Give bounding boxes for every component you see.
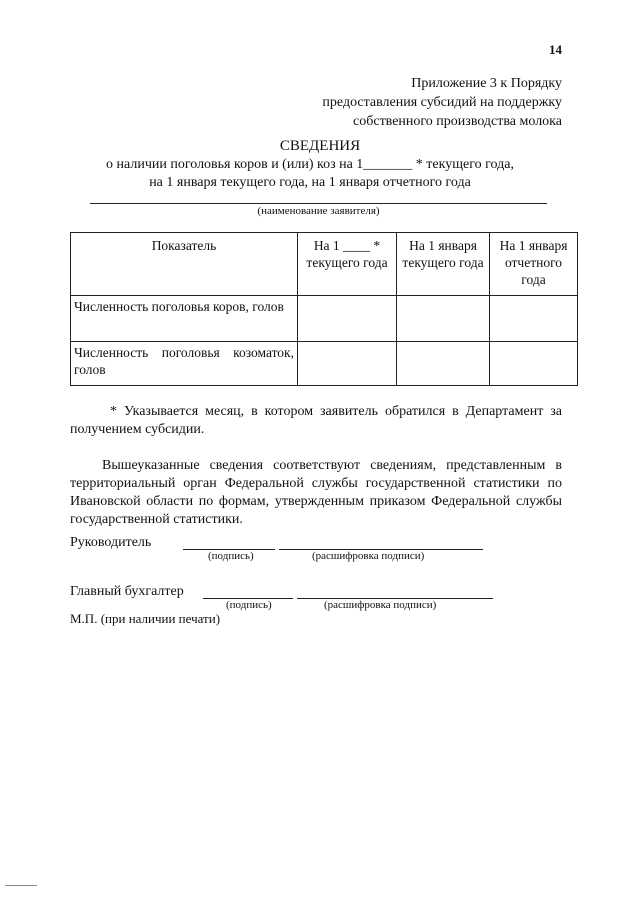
table-row bbox=[71, 296, 578, 342]
table-cell bbox=[298, 296, 397, 342]
row-label: Численность поголовья козоматок, голов bbox=[71, 342, 298, 386]
subtitle-line: на 1 января текущего года, на 1 января отчетного года bbox=[149, 175, 471, 190]
head-signature-caption: (подпись) bbox=[208, 550, 254, 562]
table-row bbox=[71, 342, 578, 386]
appendix-line: предоставления субсидий на поддержку bbox=[322, 95, 562, 110]
seal-note: М.П. (при наличии печати) bbox=[70, 611, 221, 626]
document-subtitle bbox=[0, 156, 620, 192]
head-label: Руководитель bbox=[70, 535, 152, 550]
table-cell bbox=[490, 296, 578, 342]
applicant-line bbox=[90, 203, 547, 204]
accountant-label: Главный бухгалтер bbox=[70, 584, 184, 599]
applicant-caption: (наименование заявителя) bbox=[257, 205, 380, 217]
table-cell bbox=[397, 296, 490, 342]
table-header-row bbox=[71, 233, 578, 296]
header-jan-reporting: На 1 января отчетного года bbox=[490, 233, 578, 296]
table-cell bbox=[490, 342, 578, 386]
table-cell bbox=[397, 342, 490, 386]
accountant-signature-caption: (подпись) bbox=[226, 599, 272, 611]
accountant-decoding-caption: (расшифровка подписи) bbox=[324, 599, 437, 611]
header-indicator: Показатель bbox=[71, 233, 298, 296]
livestock-table bbox=[70, 232, 578, 386]
row-label: Численность поголовья коров, голов bbox=[71, 296, 298, 342]
head-decoding-caption: (расшифровка подписи) bbox=[312, 550, 425, 562]
scan-mark bbox=[5, 885, 37, 886]
document-title: СВЕДЕНИЯ bbox=[279, 138, 361, 154]
appendix-line: собственного производства молока bbox=[353, 114, 562, 129]
header-current-month: На 1 ____ * текущего года bbox=[298, 233, 397, 296]
statement: Вышеуказанные сведения соответствуют сведениям, представленным в территориальный орган Федеральной службы государственной статистики по Ивановской области по формам, утвержденным приказом Федеральной службы государственной статистики. bbox=[70, 458, 562, 527]
appendix-reference bbox=[322, 74, 562, 131]
subtitle-line: о наличии поголовья коров и (или) коз на 1_______ * текущего года, bbox=[106, 157, 514, 172]
appendix-line: Приложение 3 к Порядку bbox=[411, 76, 562, 91]
header-jan-current: На 1 января текущего года bbox=[397, 233, 490, 296]
page-number: 14 bbox=[549, 42, 562, 57]
table-cell bbox=[298, 342, 397, 386]
footnote: * Указывается месяц, в котором заявитель обратился в Департамент за получением субсидии. bbox=[70, 404, 562, 437]
